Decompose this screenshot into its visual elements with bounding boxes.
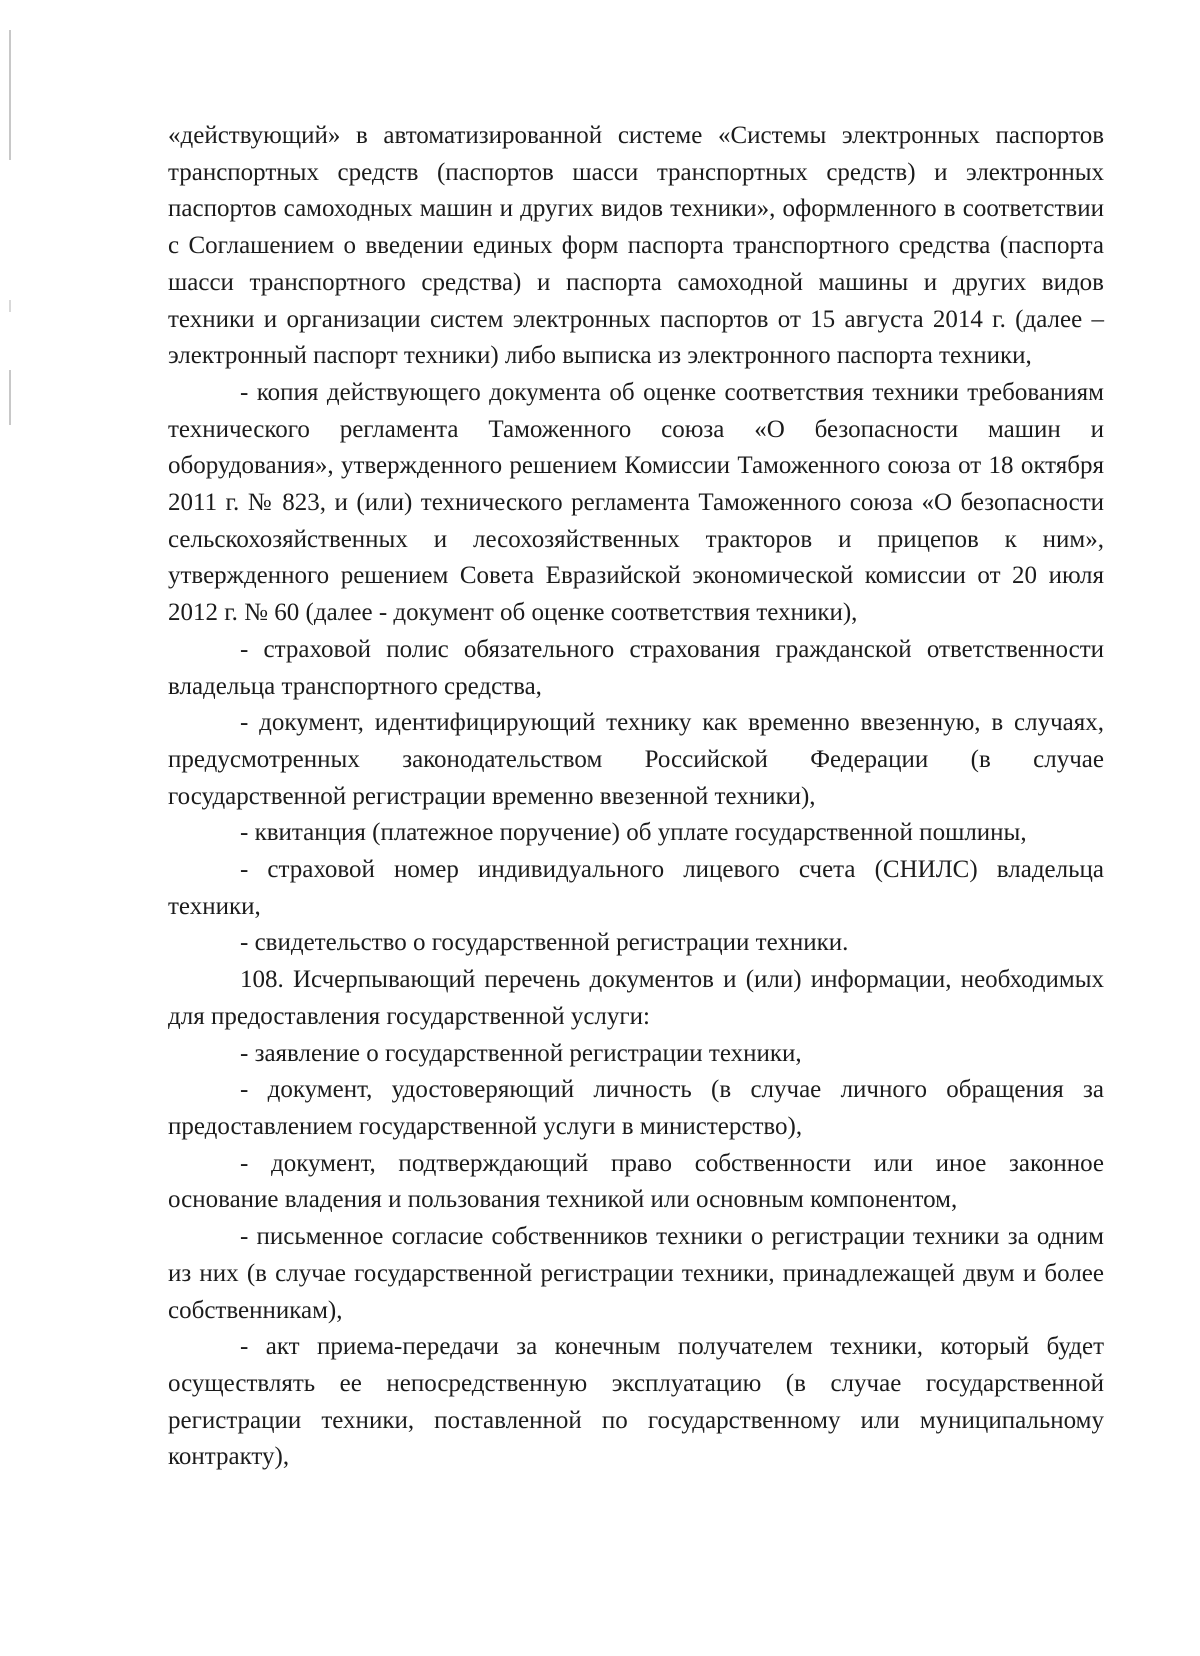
- list-item-conformity-document: - копия действующего документа об оценке соответствия техники требованиям технического регламента Таможенного союза «О безопасности машин и оборудования», утвержденного решением Комиссии Таможенного союза от 18 октября 2011 г. № 823, и (или) технического регламента Таможенного союза «О безопасности сельскохозяйственных и лесохозяйственных тракторов и прицепов к ним», утвержденного решением Совета Евразийской экономической комиссии от 20 июля 2012 г. № 60 (далее - документ об оценке соответствия техники),: [168, 378, 1104, 627]
- document-body: [168, 118, 1104, 1476]
- list-item-owners-consent: - письменное согласие собственников техники о регистрации техники за одним из них (в случае государственной регистрации техники, принадлежащей двум и более собственникам),: [168, 1223, 1104, 1324]
- scan-edge-mark: [9, 370, 11, 425]
- list-item-temporary-import-document: - документ, идентифицирующий технику как временно ввезенную, в случаях, предусмотренных законодательством Российской Федерации (в случае государственной регистрации временно ввезенной техники),: [168, 709, 1104, 810]
- list-item-insurance-policy: - страховой полис обязательного страхования гражданской ответственности владельца транспортного средства,: [168, 635, 1104, 700]
- list-item-identity-document: - документ, удостоверяющий личность (в случае личного обращения за предоставлением государственной услуги в министерство),: [168, 1076, 1104, 1140]
- scan-edge-mark: [9, 300, 11, 312]
- list-item-duty-receipt: - квитанция (платежное поручение) об уплате государственной пошлины,: [240, 819, 1027, 847]
- scan-edge-mark: [9, 30, 11, 160]
- section-108-heading: 108. Исчерпывающий перечень документов и (или) информации, необходимых для предоставления государственной услуги:: [168, 966, 1104, 1030]
- list-item-registration-certificate: - свидетельство о государственной регистрации техники.: [240, 929, 849, 957]
- list-item-application: - заявление о государственной регистрации техники,: [240, 1039, 802, 1067]
- list-item-snils: - страховой номер индивидуального лицевого счета (СНИЛС) владельца техники,: [168, 856, 1104, 920]
- list-item-transfer-act: - акт приема-передачи за конечным получателем техники, который будет осуществлять ее непосредственную эксплуатацию (в случае государственной регистрации техники, поставленной по государственному или муниципальному контракту),: [168, 1333, 1104, 1471]
- paragraph-continuation: «действующий» в автоматизированной системе «Системы электронных паспортов транспортных средств (паспортов шасси транспортных средств) и электронных паспортов самоходных машин и других видов техники», оформленного в соответствии с Соглашением о введении единых форм паспорта транспортного средства (паспорта шасси транспортного средства) и паспорта самоходной машины и других видов техники и организации систем электронных паспортов от 15 августа 2014 г. (далее – электронный паспорт техники) либо выписка из электронного паспорта техники,: [168, 122, 1104, 370]
- list-item-ownership-document: - документ, подтверждающий право собственности или иное законное основание владения и пользования техникой или основным компонентом,: [168, 1149, 1104, 1214]
